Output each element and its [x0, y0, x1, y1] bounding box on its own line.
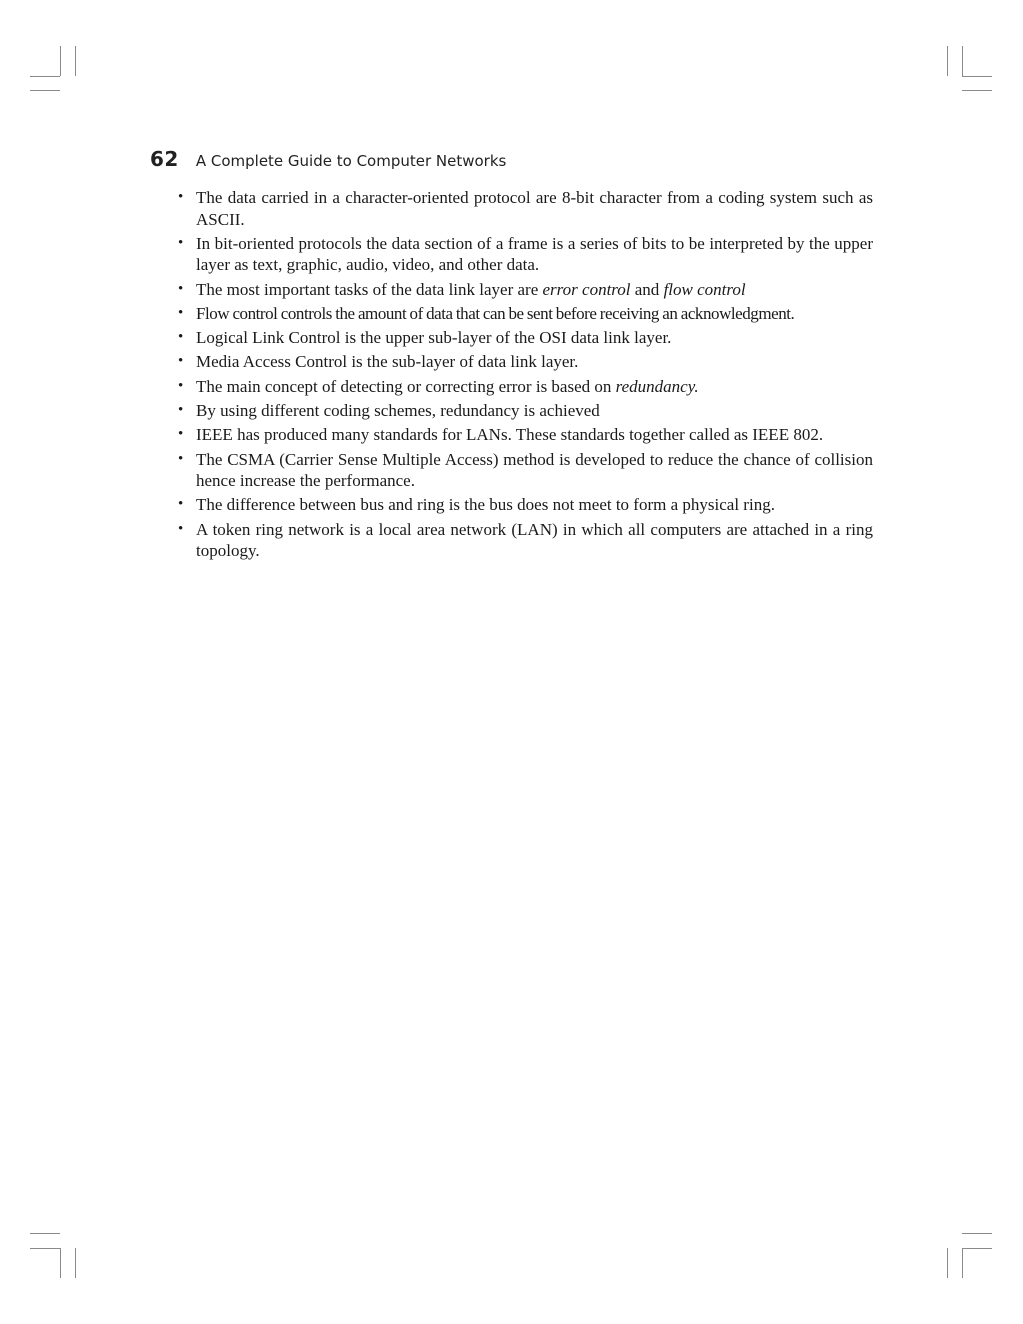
- crop-mark: [962, 1248, 963, 1278]
- bullet-item: [178, 187, 873, 230]
- bullet-text: Flow control controls the amount of data that can be sent before receiving an acknowledgment.: [196, 303, 795, 323]
- crop-mark: [962, 76, 992, 77]
- bullet-item: [178, 279, 873, 301]
- bullet-text: The CSMA (Carrier Sense Multiple Access) method is developed to reduce the chance of collision hence increase the performance.: [196, 449, 873, 491]
- crop-mark: [30, 1248, 60, 1249]
- bullet-text: The data carried in a character-oriented protocol are 8-bit character from a coding system such as ASCII.: [196, 188, 873, 229]
- crop-mark: [962, 1233, 992, 1234]
- crop-mark: [75, 46, 76, 76]
- bullet-text: The difference between bus and ring is the bus does not meet to form a physical ring.: [196, 495, 775, 515]
- crop-mark: [962, 90, 992, 91]
- crop-mark: [60, 46, 61, 76]
- bullet-item: [178, 303, 873, 325]
- emphasis-text: error control: [542, 279, 631, 299]
- page-number: 62: [150, 147, 179, 171]
- crop-mark: [30, 90, 60, 91]
- crop-mark: [75, 1248, 76, 1278]
- bullet-item: [178, 424, 873, 446]
- bullet-text: IEEE has produced many standards for LANs. These standards together called as IEEE 802.: [196, 425, 824, 445]
- bullet-text: By using different coding schemes, redundancy is achieved: [196, 401, 600, 421]
- bullet-text: A token ring network is a local area network (LAN) in which all computers are attached in a ring topology.: [196, 519, 873, 561]
- crop-mark: [60, 1248, 61, 1278]
- bullet-text: In bit-oriented protocols the data section of a frame is a series of bits to be interpreted by the upper layer as text, graphic, audio, video, and other data.: [196, 233, 873, 275]
- bullet-item: [178, 519, 873, 562]
- crop-mark: [962, 1248, 992, 1249]
- running-title: A Complete Guide to Computer Networks: [195, 152, 507, 170]
- crop-mark: [30, 76, 60, 77]
- bullet-item: [178, 449, 873, 492]
- bullet-item: [178, 351, 873, 373]
- summary-bullet-list: [178, 187, 873, 565]
- bullet-text: Media Access Control is the sub-layer of data link layer.: [196, 352, 579, 372]
- bullet-text: Logical Link Control is the upper sub-layer of the OSI data link layer.: [196, 328, 672, 348]
- crop-mark: [962, 46, 963, 76]
- bullet-item: [178, 233, 873, 276]
- emphasis-text: flow control: [663, 279, 746, 299]
- crop-mark: [947, 1248, 948, 1278]
- bullet-text: The main concept of detecting or correcting error is based on: [196, 376, 616, 396]
- crop-mark: [30, 1233, 60, 1234]
- bullet-item: [178, 494, 873, 516]
- running-header: [150, 147, 506, 171]
- bullet-item: [178, 400, 873, 422]
- bullet-item: [178, 376, 873, 398]
- bullet-item: [178, 327, 873, 349]
- bullet-text: The most important tasks of the data link layer are: [196, 279, 543, 299]
- bullet-text: and: [630, 279, 664, 299]
- emphasis-text: redundancy.: [615, 376, 699, 396]
- crop-mark: [947, 46, 948, 76]
